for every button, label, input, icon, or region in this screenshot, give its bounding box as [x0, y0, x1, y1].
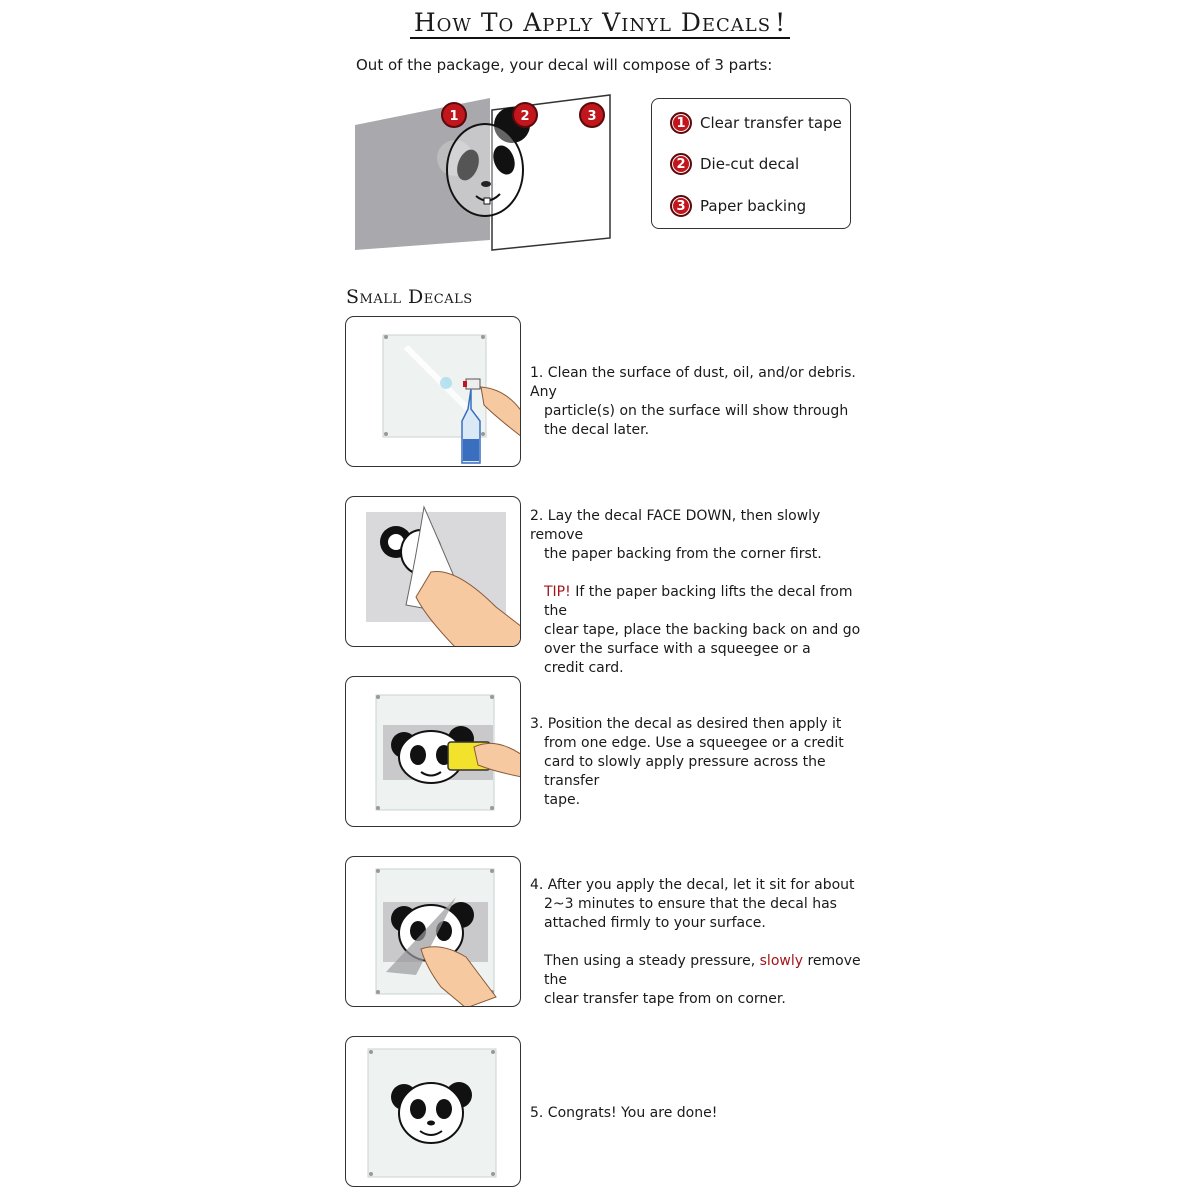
- step-1-line-1: 1. Clean the surface of dust, oil, and/or debris. Any: [530, 365, 856, 400]
- legend-badge-3: 3: [670, 195, 692, 217]
- then-red: slowly: [759, 953, 804, 969]
- step-3-illustration: [345, 676, 521, 827]
- badge-2-icon: [513, 103, 537, 127]
- tip-first: If the paper backing lifts the decal from the: [544, 584, 853, 619]
- step-4-text: [530, 876, 875, 1009]
- step-2-drawing: [346, 497, 521, 647]
- legend-item-backing: [670, 194, 806, 218]
- hand-icon: [481, 387, 521, 437]
- badge-3-label: 3: [587, 109, 597, 124]
- step-3-drawing: [346, 677, 521, 827]
- title-text: How To Apply Vinyl Decals: [413, 8, 772, 37]
- step-1-text: [530, 364, 875, 440]
- step-5-text: [530, 1104, 875, 1123]
- step-2-tip-line-4: credit card.: [544, 660, 624, 676]
- step-2-text: [530, 507, 875, 678]
- step-4-drawing: [346, 857, 521, 1007]
- step-4-line-3: attached firmly to your surface.: [544, 915, 766, 931]
- tip-label: TIP!: [544, 584, 571, 600]
- step-1-line-3: the decal later.: [544, 422, 650, 438]
- step-2-line-2: the paper backing from the corner first.: [544, 546, 822, 562]
- step-3-line-3: card to slowly apply pressure across the transfer: [544, 754, 826, 789]
- step-2-tip-line: [530, 583, 875, 621]
- legend-label-2: Die-cut decal: [700, 155, 800, 173]
- step-4-illustration: [345, 856, 521, 1007]
- step-4-line-2: 2~3 minutes to ensure that the decal has: [544, 896, 837, 912]
- step-5-line-1: 5. Congrats! You are done!: [530, 1105, 718, 1121]
- step-1-drawing: [346, 317, 521, 467]
- legend-item-tape: [670, 111, 842, 135]
- legend-badge-2: 2: [670, 153, 692, 175]
- decal-parts-illustration: [350, 90, 615, 260]
- step-3-text: [530, 715, 875, 810]
- intro-text: Out of the package, your decal will compose of 3 parts:: [356, 56, 773, 74]
- then-after: remove the: [544, 953, 861, 988]
- step-2-tip-line-3: over the surface with a squeegee or a: [544, 641, 811, 657]
- step-3-line-2: from one edge. Use a squeegee or a credit: [544, 735, 844, 751]
- title-suffix: !: [775, 8, 787, 37]
- parts-legend: [651, 98, 851, 229]
- step-5-drawing: [346, 1037, 521, 1187]
- step-3-line-4: tape.: [544, 792, 581, 808]
- step-5-illustration: [345, 1036, 521, 1187]
- then-before: Then using a steady pressure,: [544, 953, 760, 969]
- badge-3-icon: [580, 103, 604, 127]
- legend-item-decal: [670, 152, 799, 176]
- legend-badge-1: 1: [670, 112, 692, 134]
- step-2-tip-line-2: clear tape, place the backing back on and go: [544, 622, 861, 638]
- step-2-line-1: 2. Lay the decal FACE DOWN, then slowly remove: [530, 508, 821, 543]
- badge-1-icon: [442, 103, 466, 127]
- step-4-then-line: [530, 952, 875, 990]
- step-4-then-last: clear transfer tape from on corner.: [544, 991, 786, 1007]
- step-4-line-1: 4. After you apply the decal, let it sit for about: [530, 877, 855, 893]
- legend-label-3: Paper backing: [700, 197, 807, 215]
- legend-label-1: Clear transfer tape: [700, 114, 842, 132]
- step-1-line-2: particle(s) on the surface will show through: [544, 403, 849, 419]
- section-title: Small Decals: [346, 286, 473, 308]
- step-1-illustration: [345, 316, 521, 467]
- page-title: [0, 8, 1200, 37]
- badge-1-label: 1: [449, 109, 459, 124]
- badge-2-label: 2: [520, 109, 530, 124]
- step-3-line-1: 3. Position the decal as desired then apply it: [530, 716, 842, 732]
- step-2-illustration: [345, 496, 521, 647]
